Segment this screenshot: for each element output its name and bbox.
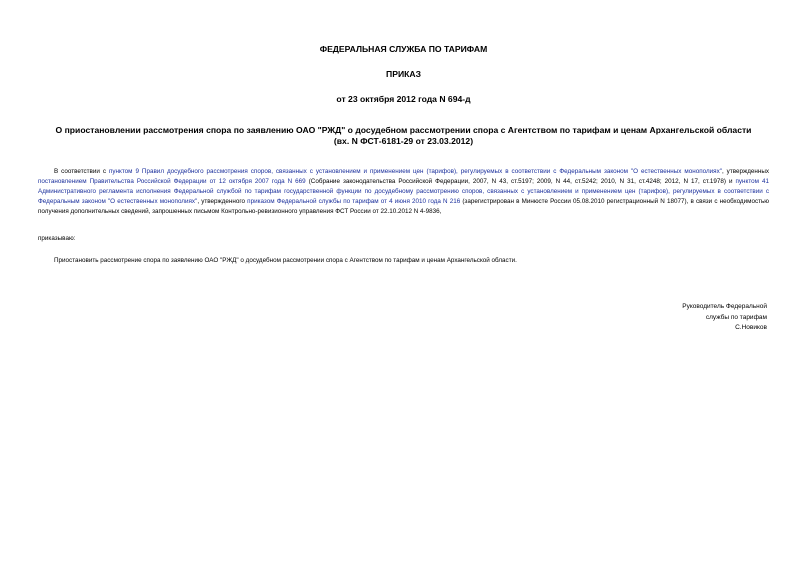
document-title-line-1: О приостановлении рассмотрения спора по заявлению ОАО "РЖД" о досудебном рассмотрении спора с Агентством по тарифам и ценам Архангельской области bbox=[55, 125, 752, 135]
preamble-text-2: , утвержденных bbox=[721, 168, 770, 175]
preamble-paragraph bbox=[38, 167, 769, 217]
order-word: приказываю: bbox=[38, 235, 76, 242]
link-government-resolution-669[interactable]: постановлением Правительства Российской Федерации от 12 октября 2007 года N 669 bbox=[38, 178, 306, 185]
agency-name: ФЕДЕРАЛЬНАЯ СЛУЖБА ПО ТАРИФАМ bbox=[319, 44, 488, 54]
preamble-text-3: (Собрание законодательства Российской Федерации, 2007, N 43, ст.5197; 2009, N 44, ст.5242; 2010, N 31, ст.4248; 2012, N 17, ст.1978) и bbox=[305, 178, 736, 185]
link-rules-point-9[interactable]: пунктом 9 Правил досудебного рассмотрения споров, связанных с установлением и применением цен (тарифов), регулируемых в соответствии с Федеральным законом "О естественных монополиях" bbox=[109, 168, 722, 175]
document-date-number: от 23 октября 2012 года N 694-д bbox=[336, 94, 471, 104]
signature-name: С.Новиков bbox=[735, 324, 767, 331]
preamble-text-5: (зарегистрирован в Минюсте России 05.08.2010 регистрационный N 18077), в связи с необходимостью получения дополнительных сведений, запрошенных письмом Контрольно-ревизионного управления ФСТ России от 22.10.2012 N 4-9836, bbox=[38, 198, 769, 215]
signature-block bbox=[38, 302, 769, 334]
order-paragraph: Приостановить рассмотрение спора по заявлению ОАО "РЖД" о досудебном рассмотрении спора с Агентством по тарифам и ценам Архангельской области. bbox=[54, 257, 517, 264]
preamble-text-4: , утвержденного bbox=[197, 198, 248, 205]
link-regulation-point-41[interactable]: пунктом 41 Административного регламента исполнения Федеральной службой по тарифам государственной функции по досудебному рассмотрению споров, связанных с установлением и применением цен (тарифов), регулируемых в соответствии с Федеральным законом "О естественных монополиях" bbox=[38, 178, 769, 205]
preamble-text-1: В соответствии с bbox=[54, 168, 109, 175]
signature-position-line-1: Руководитель Федеральной bbox=[682, 303, 767, 310]
document-header bbox=[38, 44, 769, 147]
document-title-line-2: (вх. N ФСТ-6181-29 от 23.03.2012) bbox=[333, 136, 474, 146]
link-order-216[interactable]: приказом Федеральной службы по тарифам от 4 июня 2010 года N 216 bbox=[247, 198, 461, 205]
signature-position-line-2: службы по тарифам bbox=[705, 313, 767, 321]
document-type: ПРИКАЗ bbox=[386, 69, 421, 79]
document-title bbox=[38, 125, 769, 147]
